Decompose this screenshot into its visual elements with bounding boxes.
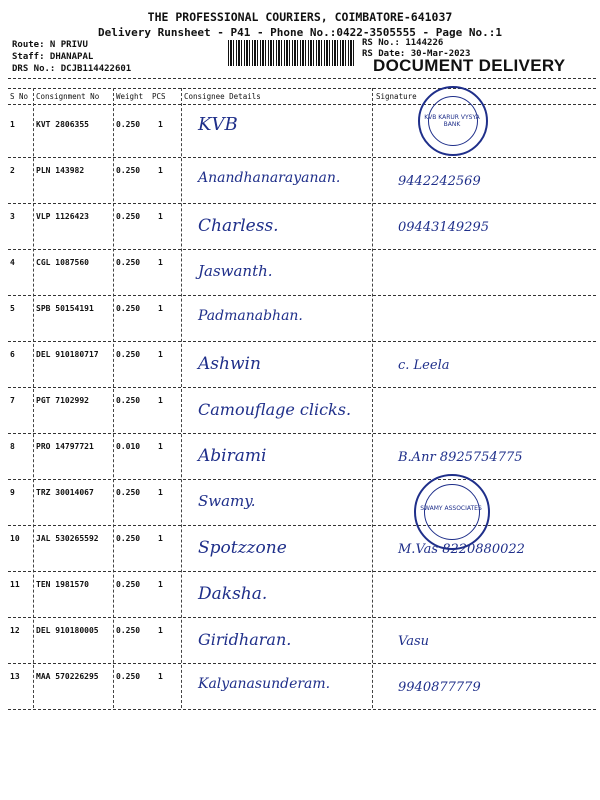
row-consignment-no: PRO 14797721 bbox=[36, 442, 94, 451]
runsheet-subtitle: Delivery Runsheet - P41 - Phone No.:0422-3505555 - Page No.:1 bbox=[98, 26, 502, 39]
row-signature: Vasu bbox=[398, 634, 429, 649]
table-row bbox=[8, 388, 596, 434]
row-signature: c. Leela bbox=[398, 358, 450, 373]
column-header-sno: S No bbox=[10, 92, 29, 101]
row-sno: 9 bbox=[10, 488, 15, 497]
table-row bbox=[8, 158, 596, 204]
row-consignment-no: SPB 50154191 bbox=[36, 304, 94, 313]
row-weight: 0.250 bbox=[116, 580, 141, 589]
runsheet-title: THE PROFESSIONAL COURIERS, COIMBATORE-641037 bbox=[147, 10, 453, 24]
column-header-consignment: Consignment No bbox=[36, 92, 100, 101]
row-consignee: Giridharan. bbox=[198, 630, 292, 649]
row-pcs: 1 bbox=[158, 304, 163, 313]
bank-stamp-text: KVB KARUR VYSYA BANK bbox=[424, 114, 480, 128]
row-weight: 0.250 bbox=[116, 212, 141, 221]
row-signature: 09443149295 bbox=[398, 220, 489, 235]
row-weight: 0.250 bbox=[116, 672, 141, 681]
row-pcs: 1 bbox=[158, 258, 163, 267]
row-pcs: 1 bbox=[158, 166, 163, 175]
row-weight: 0.250 bbox=[116, 626, 141, 635]
row-sno: 10 bbox=[10, 534, 20, 543]
row-divider bbox=[8, 709, 596, 710]
table-row bbox=[8, 434, 596, 480]
table-row bbox=[8, 342, 596, 388]
row-consignment-no: TRZ 30014067 bbox=[36, 488, 94, 497]
table-row bbox=[8, 526, 596, 572]
row-sno: 7 bbox=[10, 396, 15, 405]
row-consignee: Charless. bbox=[198, 216, 279, 236]
column-header-weight: Weight bbox=[116, 92, 144, 101]
row-signature: B.Anr 8925754775 bbox=[398, 450, 523, 465]
table-row bbox=[8, 664, 596, 710]
table-row bbox=[8, 480, 596, 526]
row-consignment-no: DEL 910180005 bbox=[36, 626, 99, 635]
row-pcs: 1 bbox=[158, 212, 163, 221]
column-header-consignee: Consignee Details bbox=[184, 92, 261, 101]
row-pcs: 1 bbox=[158, 396, 163, 405]
drs-number: DRS No.: DCJB114422601 bbox=[12, 64, 132, 74]
row-pcs: 1 bbox=[158, 534, 163, 543]
rs-date: RS Date: 30-Mar-2023 bbox=[362, 49, 471, 59]
row-pcs: 1 bbox=[158, 626, 163, 635]
row-consignment-no: MAA 570226295 bbox=[36, 672, 99, 681]
row-signature: 9940877779 bbox=[398, 680, 481, 695]
table-row bbox=[8, 572, 596, 618]
column-header-pcs: PCS bbox=[152, 92, 166, 101]
row-sno: 13 bbox=[10, 672, 20, 681]
table-row bbox=[8, 112, 596, 158]
row-pcs: 1 bbox=[158, 488, 163, 497]
row-consignee: Kalyanasunderam. bbox=[198, 676, 331, 692]
row-weight: 0.010 bbox=[116, 442, 141, 451]
row-weight: 0.250 bbox=[116, 258, 141, 267]
row-pcs: 1 bbox=[158, 350, 163, 359]
row-sno: 4 bbox=[10, 258, 15, 267]
row-consignee: KVB bbox=[198, 114, 238, 135]
row-consignee: Padmanabhan. bbox=[198, 308, 303, 324]
row-pcs: 1 bbox=[158, 442, 163, 451]
row-consignee: Daksha. bbox=[198, 584, 268, 604]
barcode bbox=[228, 40, 356, 66]
header-divider bbox=[8, 78, 596, 79]
row-consignment-no: TEN 1981570 bbox=[36, 580, 89, 589]
row-sno: 5 bbox=[10, 304, 15, 313]
row-sno: 11 bbox=[10, 580, 20, 589]
table-row bbox=[8, 618, 596, 664]
row-weight: 0.250 bbox=[116, 166, 141, 175]
header-divider-2 bbox=[8, 88, 596, 89]
row-consignee: Camouflage clicks. bbox=[198, 400, 352, 419]
row-consignment-no: PLN 143982 bbox=[36, 166, 85, 175]
associates-stamp bbox=[414, 474, 490, 550]
table-row bbox=[8, 296, 596, 342]
row-sno: 12 bbox=[10, 626, 20, 635]
row-weight: 0.250 bbox=[116, 304, 141, 313]
route-label: Route: N PRIVU bbox=[12, 40, 88, 50]
row-sno: 2 bbox=[10, 166, 15, 175]
row-consignee: Ashwin bbox=[198, 354, 261, 374]
row-sno: 8 bbox=[10, 442, 15, 451]
row-weight: 0.250 bbox=[116, 120, 141, 129]
row-consignee: Anandhanarayanan. bbox=[198, 170, 341, 186]
row-weight: 0.250 bbox=[116, 488, 141, 497]
row-pcs: 1 bbox=[158, 120, 163, 129]
row-consignee: Abirami bbox=[198, 446, 267, 466]
table-row bbox=[8, 250, 596, 296]
row-signature: 9442242569 bbox=[398, 174, 481, 189]
column-header-signature: Signature bbox=[376, 92, 417, 101]
column-header-divider bbox=[8, 104, 596, 105]
row-sno: 3 bbox=[10, 212, 15, 221]
row-weight: 0.250 bbox=[116, 396, 141, 405]
rs-number: RS No.: 1144226 bbox=[362, 38, 444, 48]
row-consignment-no: VLP 1126423 bbox=[36, 212, 89, 221]
row-consignment-no: CGL 1087560 bbox=[36, 258, 89, 267]
document-delivery-label: DOCUMENT DELIVERY bbox=[373, 56, 566, 75]
row-signature: M.Vas 8220880022 bbox=[398, 542, 525, 557]
row-consignment-no: DEL 910180717 bbox=[36, 350, 99, 359]
row-sno: 1 bbox=[10, 120, 15, 129]
associates-stamp-text: SWAMY ASSOCIATES bbox=[420, 505, 482, 512]
row-weight: 0.250 bbox=[116, 534, 141, 543]
row-consignment-no: PGT 7102992 bbox=[36, 396, 89, 405]
row-consignee: Spotzzone bbox=[198, 538, 287, 558]
row-consignment-no: JAL 530265592 bbox=[36, 534, 99, 543]
row-weight: 0.250 bbox=[116, 350, 141, 359]
row-pcs: 1 bbox=[158, 580, 163, 589]
row-pcs: 1 bbox=[158, 672, 163, 681]
row-consignee: Jaswanth. bbox=[198, 262, 273, 280]
row-sno: 6 bbox=[10, 350, 15, 359]
row-consignment-no: KVT 2806355 bbox=[36, 120, 89, 129]
row-consignee: Swamy. bbox=[198, 492, 256, 510]
table-row bbox=[8, 204, 596, 250]
staff-label: Staff: DHANAPAL bbox=[12, 52, 94, 62]
